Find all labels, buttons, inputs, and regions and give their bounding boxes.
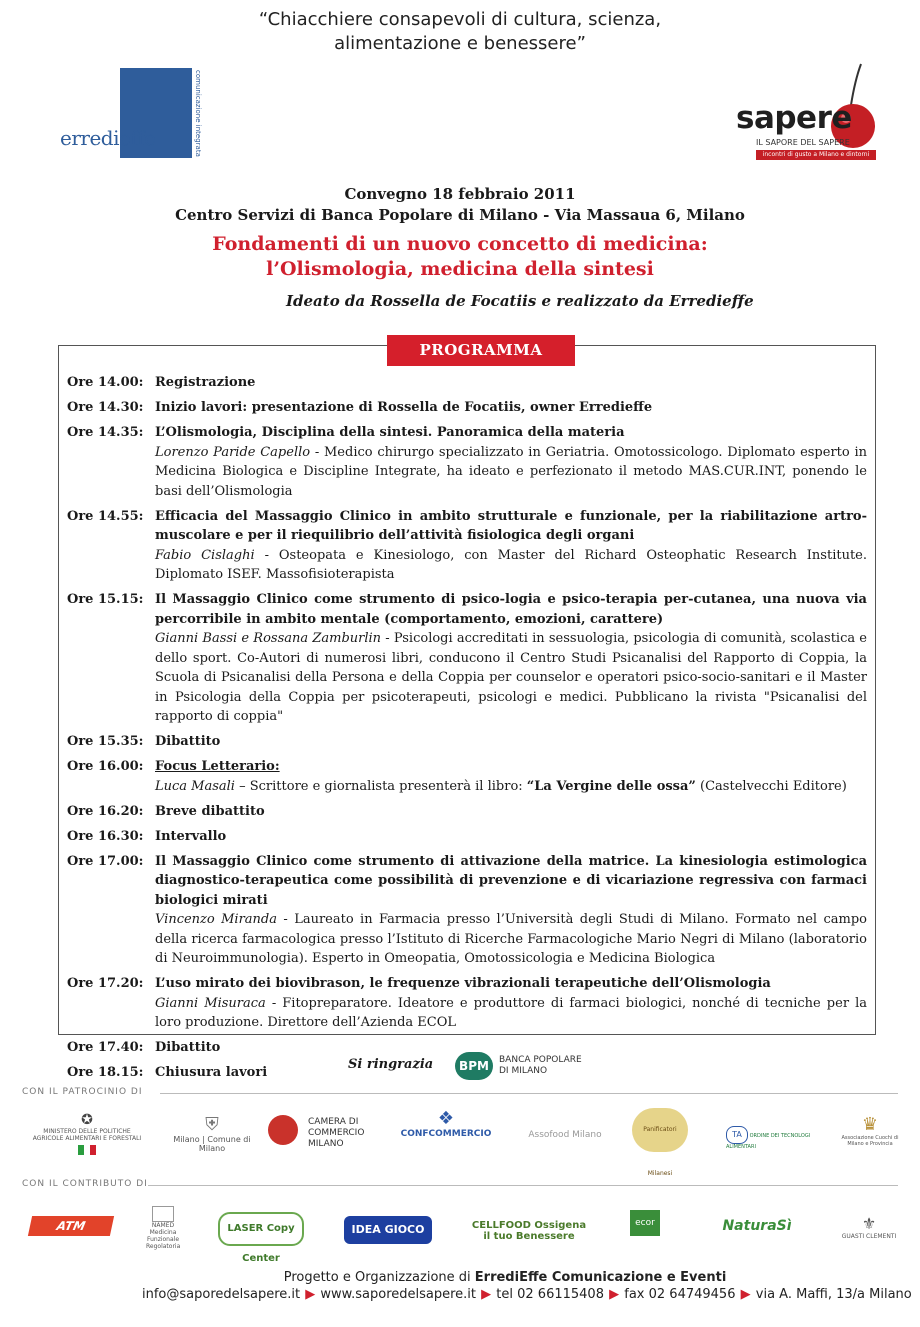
item-title: Intervallo (155, 828, 227, 844)
item-time: Ore 15.15: (67, 592, 144, 607)
item-title: Dibattito (155, 734, 221, 749)
footer-fax: fax 02 64749456 (624, 1287, 736, 1302)
separator-arrow-icon: ▶ (481, 1287, 492, 1302)
assofood-logo: Assofood Milano (528, 1130, 602, 1140)
separator-arrow-icon: ▶ (740, 1287, 751, 1302)
item-time: Ore 17.40: (67, 1040, 144, 1055)
item-speaker-bio: – Scrittore e giornalista presenterà il libro: (234, 778, 527, 794)
item-title: Registrazione (155, 375, 256, 390)
item-speaker-bio: - Laureato in Farmacia presso l’Università degli Studi di Milano. Formato nel campo della ricerca farmacologica presso l’Istituto di Ricerche Farmacologiche Mario Negri di Milano (laboratorio di Neuroimmunologia). Esperto in Omeopatia, Omotossicologia e Medicina Biologica (155, 912, 867, 966)
programme-item (67, 398, 867, 418)
eagle-icon: ❖ (437, 1108, 455, 1129)
event-date: Convegno 18 febbraio 2011 (344, 185, 576, 203)
programme-item (67, 507, 867, 585)
item-speaker-bio: - Medico chirurgo specializzato in Geriatria. Omotossicologo. Diplomato esperto in Medicina Biologica e Discipline Integrate, ha ideato e perfezionato il metodo MAS.CUR.INT, ponendo le basi dell’Olismologia (155, 444, 867, 499)
item-description (155, 777, 867, 797)
footer-email[interactable]: info@saporedelsapere.it (142, 1287, 301, 1302)
item-speaker: Gianni Misuraca (155, 995, 266, 1011)
cellfood-logo: CELLFOOD Ossigena il tuo Benessere (471, 1220, 587, 1242)
item-title: Inizio lavori: presentazione di Rossella de Focatiis, owner Erredieffe (155, 400, 653, 415)
tagline (0, 8, 920, 56)
camera-commercio-label: CAMERA DI COMMERCIO MILANO (308, 1117, 365, 1149)
programme-item (67, 827, 867, 847)
named-logo (146, 1206, 180, 1250)
event-info (0, 184, 920, 226)
item-title: Breve dibattito (155, 803, 265, 819)
emblem-icon: ✪ (81, 1112, 93, 1128)
item-description (155, 994, 867, 1033)
named-mark-icon (152, 1206, 174, 1222)
book-title: “La Vergine delle ossa” (526, 778, 696, 794)
item-description (155, 910, 867, 969)
item-time: Ore 14.30: (67, 400, 144, 415)
sapere-logo-bar: incontri di gusto a Milano e dintorni (756, 150, 876, 160)
thanks-label: Si ringrazia (348, 1057, 434, 1072)
patronage-divider (160, 1093, 898, 1094)
contribution-heading: CON IL CONTRIBUTO DI (22, 1179, 148, 1189)
erredieffe-logo-vertical: comunicazione integrata (194, 70, 202, 157)
item-speaker: Lorenzo Paride Capello (155, 444, 311, 460)
item-title: L’uso mirato dei biovibrason, le frequenze vibrazionali terapeutiche dell’Olismologia (155, 976, 771, 991)
separator-arrow-icon: ▶ (305, 1287, 316, 1302)
item-title: Dibattito (155, 1040, 221, 1055)
chef-crest-icon: ♛ (861, 1114, 879, 1135)
guasti-clementi-logo (838, 1214, 900, 1240)
bpm-logo-text (499, 1055, 582, 1077)
bpm-mark-icon: BPM (455, 1052, 493, 1080)
item-time: Ore 17.00: (67, 853, 144, 869)
programme-item (67, 852, 867, 969)
comune-milano-logo (172, 1114, 252, 1153)
footer-organizer (0, 1270, 920, 1285)
idea-gioco-logo: IDEA GIOCO (344, 1216, 432, 1244)
item-speaker: Luca Masali (155, 778, 235, 794)
programme-item (67, 423, 867, 501)
item-title: Efficacia del Massaggio Clinico in ambito strutturale e funzionale, per la riabilitazione artro-muscolare e per il riequilibrio dell’attività fisiologica degli organi (155, 508, 867, 543)
named-label: NAMED Medicina Funzionale Regolatoria (146, 1222, 181, 1250)
guasti-clementi-label: GUASTI CLEMENTI (841, 1233, 897, 1240)
programme-item (67, 732, 867, 752)
laser-logo: LASER Copy Center (218, 1212, 304, 1246)
item-title: L’Olismologia, Disciplina della sintesi. Panoramica della materia (155, 425, 625, 440)
ta-mark-icon: TA (726, 1126, 748, 1144)
programme-item (67, 974, 867, 1033)
comune-milano-label: Milano | Comune di Milano (173, 1135, 251, 1153)
confcommercio-logo (398, 1108, 494, 1146)
item-description (155, 443, 867, 502)
item-time: Ore 14.55: (67, 508, 144, 524)
ecor-logo: ecor (630, 1210, 660, 1236)
item-time: Ore 15.35: (67, 734, 144, 749)
patronage-heading: CON IL PATROCINIO DI (22, 1087, 143, 1097)
bpm-logo (455, 1052, 595, 1080)
bpm-line-2: DI MILANO (499, 1066, 548, 1076)
bpm-line-1: BANCA POPOLARE (499, 1055, 582, 1065)
item-speaker-bio: - Psicologi accreditati in sessuologia, psicologia di comunità, scolastica e dello sport. Co-Autori di numerosi libri, conducono il Centro Studi Psicanalisi del Rapporto di Coppia, la Scuola di Psicanalisi della Persona e della Coppia per counselor e operatori psico-socio-sanitari e il Master in Psicologia della Coppia per psicoterapeuti, psicologi e medici. Pubblicano la rivista "Psicanalisi del rapporto di coppia" (155, 631, 868, 724)
tagline-line-2: alimentazione e benessere” (334, 33, 586, 54)
event-title-line-2: l’Olismologia, medicina della sintesi (266, 258, 654, 280)
item-time: Ore 17.20: (67, 976, 144, 991)
separator-arrow-icon: ▶ (609, 1287, 620, 1302)
sapere-logo-text: sapere (736, 100, 852, 136)
item-title: Il Massaggio Clinico come strumento di psico-logia e psico-terapia per-cutanea, una nuova via percorribile in ambito mentale (comportamento, emozioni, carattere) (155, 592, 867, 627)
book-publisher: (Castelvecchi Editore) (695, 778, 847, 794)
programme-item (67, 757, 867, 796)
tecnologi-logo (726, 1126, 826, 1150)
tagline-line-1: “Chiacchiere consapevoli di cultura, scienza, (258, 9, 662, 30)
cuochi-label: Associazione Cuochi di Milano e Provincia (841, 1135, 899, 1147)
programme-item (67, 590, 867, 727)
item-speaker: Gianni Bassi e Rossana Zamburlin (155, 631, 382, 646)
item-time: Ore 14.00: (67, 375, 144, 390)
footer-org-name: ErrediEffe Comunicazione e Eventi (474, 1270, 727, 1285)
confcommercio-label: CONFCOMMERCIO (400, 1129, 492, 1139)
item-title: Chiusura lavori (155, 1065, 268, 1080)
item-time: Ore 18.15: (67, 1065, 144, 1080)
erredieffe-logo-text: erredieffe (60, 126, 156, 150)
tecnologi-label: ORDINE DEI TECNOLOGI ALIMENTARI (726, 1133, 811, 1150)
panificatori-logo: Panificatori Milanesi (632, 1108, 688, 1152)
sapere-logo (736, 60, 881, 160)
item-speaker-bio: - Fitopreparatore. Ideatore e produttore di farmaci biologici, nonché di tecniche per la loro produzione. Direttore dell’Azienda ECOL (155, 995, 867, 1030)
ministero-label: MINISTERO DELLE POLITICHE AGRICOLE ALIMENTARI E FORESTALI (32, 1128, 142, 1142)
ministero-logo (28, 1112, 146, 1155)
cuochi-logo (840, 1114, 900, 1147)
item-time: Ore 16.20: (67, 803, 144, 819)
programme-item (67, 373, 867, 393)
item-title: Il Massaggio Clinico come strumento di attivazione della matrice. La kinesiologia estimologica diagnostico-terapeutica come possibilità di prevenzione e di vicariazione regressiva con farmaci biologici mirati (155, 853, 867, 908)
footer-address: via A. Maffi, 13/a Milano (755, 1287, 912, 1302)
item-speaker: Fabio Cislaghi (155, 547, 255, 563)
item-speaker: Vincenzo Miranda (155, 912, 277, 927)
natura-si-logo: NaturaSì (722, 1218, 792, 1234)
programme-list (67, 373, 867, 1088)
event-title (0, 232, 920, 282)
item-title: Focus Letterario: (155, 759, 280, 774)
event-venue: Centro Servizi di Banca Popolare di Milano - Via Massaua 6, Milano (175, 206, 745, 224)
footer-tel: tel 02 66115408 (496, 1287, 604, 1302)
crest-icon: ⚜ (861, 1214, 877, 1233)
erredieffe-logo (60, 68, 202, 158)
atm-logo: ATM (28, 1216, 114, 1236)
item-description (155, 629, 867, 727)
sapere-logo-subtitle: IL SAPORE DEL SAPERE (756, 138, 850, 147)
item-time: Ore 16.00: (67, 759, 144, 774)
coat-of-arms-icon: ⛨ (205, 1114, 219, 1135)
camera-commercio-icon (268, 1115, 298, 1145)
programme-item (67, 802, 867, 822)
programme-heading: PROGRAMMA (387, 335, 575, 366)
footer-website[interactable]: www.saporedelsapere.it (320, 1287, 477, 1302)
item-speaker-bio: - Osteopata e Kinesiologo, con Master del Richard Osteophatic Research Institute. Diplomato ISEF. Massofisioterapista (155, 547, 867, 582)
event-credits: Ideato da Rossella de Focatiis e realizzato da Erredieffe (286, 292, 754, 310)
footer-org-prefix: Progetto e Organizzazione di (283, 1270, 475, 1285)
item-time: Ore 14.35: (67, 425, 144, 440)
italian-flag-icon (78, 1145, 96, 1155)
footer-contacts (142, 1287, 912, 1302)
event-title-line-1: Fondamenti di un nuovo concetto di medicina: (212, 233, 708, 255)
item-time: Ore 16.30: (67, 828, 144, 844)
contribution-divider (148, 1185, 898, 1186)
item-description (155, 546, 867, 585)
